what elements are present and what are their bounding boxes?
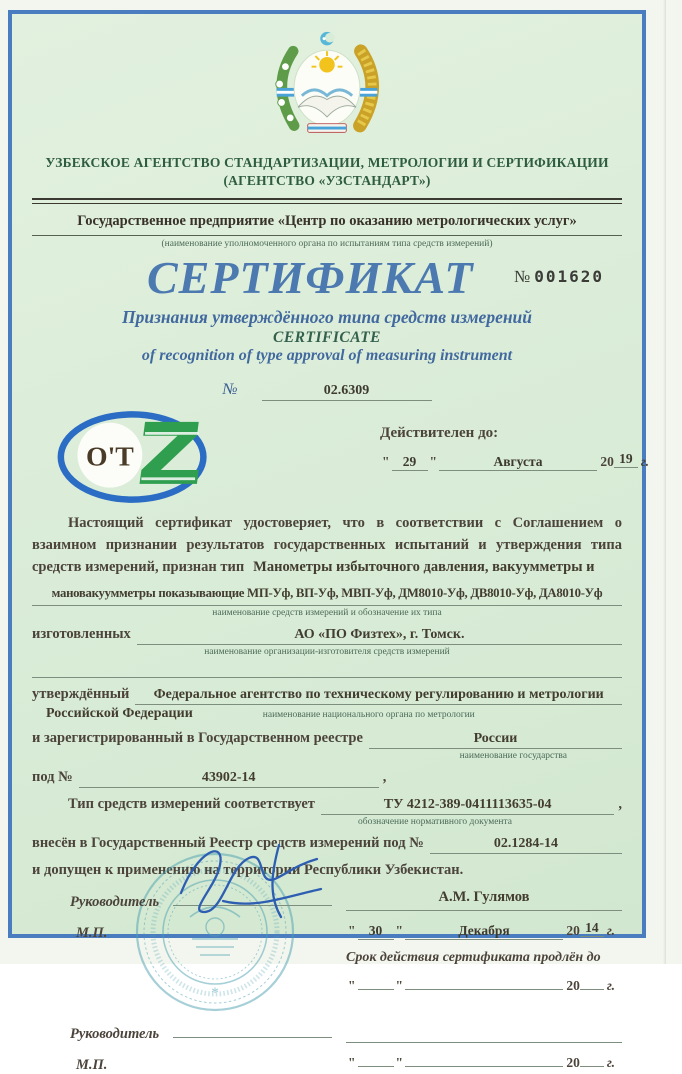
- valid-day: 29: [392, 454, 428, 471]
- paragraph-text: Настоящий сертификат удостоверяет, что в соответствии с Соглашением о взаимном признании результатов государственных испытаний и утверждения типа средств измерений, признан тип: [32, 515, 622, 575]
- ext-year-blank: [580, 989, 604, 990]
- year-blank: [580, 1066, 604, 1067]
- open-quote: ": [382, 454, 390, 470]
- signature-line-blank: [173, 1021, 332, 1038]
- valid-year-suffix: 19: [614, 451, 638, 468]
- type-caption: наименование средств измерений и обозначение их типа: [212, 607, 442, 618]
- subtitle-english: of recognition of type approval of measuring instrument: [141, 347, 513, 365]
- number-sign: №: [222, 381, 238, 399]
- valid-year-prefix: 20: [600, 454, 614, 470]
- head-name: А.М. Гулямов: [346, 889, 622, 911]
- sign-day: 30: [358, 923, 394, 940]
- signature-block-2: [32, 1021, 622, 1074]
- manufactured-label: изготовленных: [32, 625, 131, 642]
- emblem-container: [32, 28, 622, 146]
- extension-label: Срок действия сертификата продлён до: [346, 949, 601, 965]
- open-quote: ": [348, 1054, 356, 1070]
- certificate-number-row: [32, 381, 622, 401]
- close-quote: ": [395, 1054, 403, 1070]
- valid-until-label: Действителен до:: [380, 425, 499, 442]
- conformity-value: ТУ 4212-389-0411113635-04: [321, 797, 614, 815]
- registered-label: и зарегистрированный в Государственном реестре: [32, 729, 363, 746]
- main-paragraph: [32, 513, 622, 578]
- registered-caption: наименование государства: [459, 750, 567, 761]
- certificate-sheet: [8, 10, 650, 1073]
- ext-day-blank: [358, 989, 394, 990]
- certificate-number-value: 02.6309: [262, 383, 432, 401]
- approved-value-line2: Российской Федерации: [46, 705, 193, 721]
- serial-number-value: 001620: [534, 267, 604, 287]
- open-quote: ": [348, 977, 356, 993]
- signature-line: [173, 889, 332, 906]
- day-blank: [358, 1066, 394, 1067]
- mp-label: М.П.: [76, 924, 108, 941]
- close-quote: ": [395, 922, 403, 938]
- sign-year-suffix: 14: [580, 920, 604, 937]
- signature-block-1: [32, 889, 622, 1017]
- agency-line2: (АГЕНТСТВО «УЗСТАНДАРТ»): [223, 173, 431, 189]
- manufacturer-row: [32, 626, 622, 645]
- ot-logo-text: O'T: [85, 441, 134, 473]
- close-quote: ": [429, 454, 437, 470]
- manufacturer-caption: наименование организации-изготовителя средств измерений: [204, 646, 450, 657]
- comma: ,: [618, 795, 622, 812]
- approved-caption: наименование национального органа по метрологии: [262, 709, 475, 720]
- type-value-line1: Манометры избыточного давления, вакуумметры и: [253, 558, 595, 575]
- approved-row: [32, 686, 622, 705]
- valid-month: Августа: [439, 454, 597, 471]
- registry-entry-label: внесён в Государственный Реестр средств измерений под №: [32, 834, 424, 851]
- valid-year-unit: г.: [640, 454, 650, 470]
- org-caption: (наименование уполномоченного органа по испытаниям типа средств измерений): [161, 239, 493, 250]
- head-row: [32, 1021, 332, 1043]
- conformity-label: Тип средств измерений соответствует: [68, 795, 315, 812]
- approved-value: Федеральное агентство по техническому регулированию и метрологии: [135, 687, 622, 705]
- comma: ,: [382, 768, 387, 785]
- mp-label: М.П.: [76, 1056, 108, 1073]
- valid-until-date: [380, 451, 650, 471]
- allowed-text: и допущен к применению на территории Республики Узбекистан.: [32, 861, 464, 878]
- under-number-label: под №: [32, 768, 73, 785]
- ext-month-blank: [405, 989, 563, 990]
- open-quote: ": [348, 922, 356, 938]
- head-label: Руководитель: [70, 893, 160, 910]
- sign-month: Декабря: [405, 923, 563, 940]
- type-value-line2: мановакуумметры показывающие МП-Уф, ВП-Уф, МВП-Уф, ДМ8010-Уф, ДВ8010-Уф, ДА8010-Уф: [32, 586, 622, 606]
- approved-row2: [32, 706, 622, 722]
- subtitle-russian: Признания утверждённого типа средств измерений: [121, 307, 533, 328]
- sign-year-unit: г.: [606, 922, 616, 938]
- head-label: Руководитель: [70, 1025, 160, 1042]
- validity-block: [380, 425, 650, 471]
- certificate-serial: [514, 267, 604, 287]
- signature1-grid: [32, 889, 622, 994]
- registered-value: России: [369, 731, 622, 749]
- close-quote: ": [395, 977, 403, 993]
- title-row: [32, 251, 622, 303]
- registered-row: [32, 730, 622, 749]
- sign-year-prefix: 20: [566, 922, 580, 938]
- month-blank: [405, 1066, 563, 1067]
- year-unit: г.: [606, 1054, 616, 1070]
- stamp-star: *: [211, 984, 219, 1001]
- head-name-blank: [346, 1021, 622, 1043]
- extension-date-row: [346, 978, 622, 994]
- signature-icon: [159, 831, 344, 923]
- head-row: [32, 889, 332, 911]
- double-rule-divider: [32, 198, 622, 204]
- sign2-date-row: [346, 1055, 622, 1074]
- logo-validity-row: [32, 407, 650, 503]
- manufacturer-value: АО «ПО Физтех», г. Томск.: [137, 627, 622, 645]
- approved-label: утверждённый: [32, 685, 130, 702]
- conformity-row: [68, 796, 622, 815]
- signature2-grid: [32, 1021, 622, 1074]
- conformity-caption: обозначение нормативного документа: [358, 816, 512, 827]
- sign-date-row: [346, 919, 622, 942]
- serial-number-sign: №: [513, 267, 531, 287]
- under-number-value: 43902-14: [79, 770, 379, 788]
- ot-type-approval-mark-icon: [46, 407, 221, 507]
- agency-line1: УЗБЕКСКОЕ АГЕНТСТВО СТАНДАРТИЗАЦИИ, МЕТРОЛОГИИ И СЕРТИФИКАЦИИ: [45, 155, 609, 170]
- agency-name: [32, 154, 622, 190]
- org-name: Государственное предприятие «Центр по оказанию метрологических услуг»: [32, 213, 622, 236]
- certificate-title: СЕРТИФИКАТ: [147, 252, 474, 304]
- ext-year-unit: г.: [606, 977, 616, 993]
- ext-year-prefix: 20: [566, 977, 580, 993]
- registry-entry-value: 02.1284-14: [430, 836, 622, 854]
- uzbekistan-emblem-icon: [269, 28, 385, 144]
- title-english: CERTIFICATE: [272, 329, 381, 347]
- blank-ruled-line: [32, 677, 622, 678]
- under-number-row: [32, 769, 622, 788]
- year-prefix: 20: [566, 1054, 580, 1070]
